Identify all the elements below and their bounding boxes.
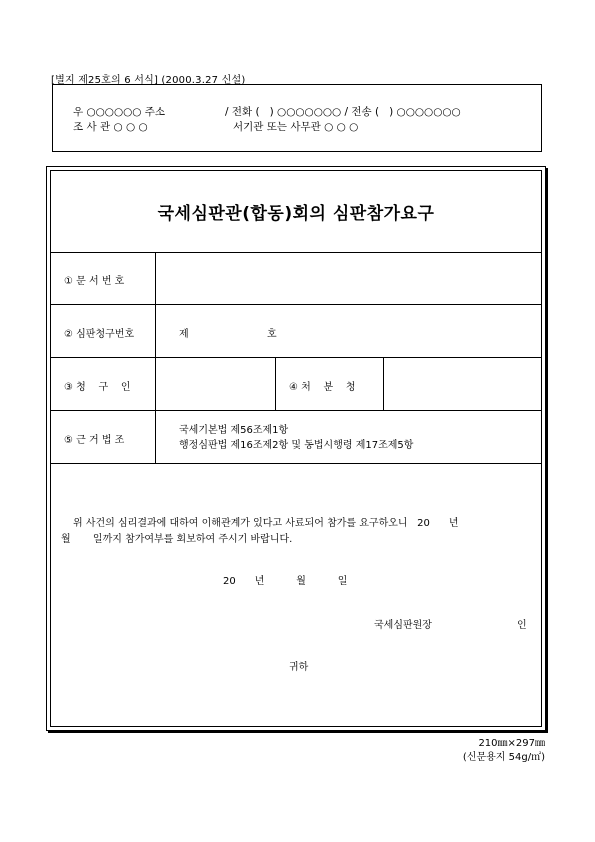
form-body (50, 170, 542, 727)
row-divider (51, 410, 541, 411)
doc-number-label: ① 문 서 번 호 (64, 276, 125, 287)
row-divider (51, 252, 541, 253)
paper-size: 210㎜×297㎜ (478, 738, 545, 749)
request-text-line2: 월 일까지 참가여부를 회보하여 주시기 바랍니다. (61, 534, 293, 545)
column-divider (275, 357, 276, 410)
claim-number-suffix: 호 (267, 329, 277, 340)
address-box (52, 84, 542, 152)
legal-basis-line1: 국세기본법 제56조제1항 (179, 425, 289, 436)
request-text-line1: 위 사건의 심리결과에 대하여 이해관계가 있다고 사료되어 참가를 요구하오니 20 년 (73, 518, 459, 529)
paper-type: (신문용지 54g/㎡) (462, 752, 545, 763)
address-line2-right: 서기관 또는 사무관 ○ ○ ○ (233, 121, 359, 133)
address-line1-right: / 전화 ( ) ○○○○○○○ / 전송 ( ) ○○○○○○○ (225, 106, 461, 118)
form-title: 국세심판관(합동)회의 심판참가요구 (157, 204, 435, 224)
claimant-label: ③ 청 구 인 (64, 382, 131, 393)
column-divider (155, 252, 156, 463)
column-divider (383, 357, 384, 410)
row-divider (51, 357, 541, 358)
address-line1-left: 우 ○○○○○○ 주소 (73, 106, 166, 118)
seal-mark: 인 (517, 620, 527, 631)
legal-basis-line2: 행정심판법 제16조제2항 및 동법시행령 제17조제5항 (179, 440, 414, 451)
row-divider (51, 463, 541, 464)
disposition-label: ④ 처 분 청 (289, 382, 356, 393)
form-frame (46, 166, 546, 731)
date-line: 20 년 월 일 (223, 576, 348, 587)
claim-number-prefix: 제 (179, 329, 189, 340)
recipient-honorific: 귀하 (289, 662, 309, 673)
form-identifier: [별지 제25호의 6 서식] (2000.3.27 신설) (51, 75, 246, 86)
claim-number-label: ② 심판청구번호 (64, 329, 135, 340)
legal-basis-label: ⑤ 근 거 법 조 (64, 435, 125, 446)
row-divider (51, 304, 541, 305)
address-line2-left: 조 사 관 ○ ○ ○ (73, 121, 148, 133)
signer-title: 국세심판원장 (374, 620, 432, 631)
